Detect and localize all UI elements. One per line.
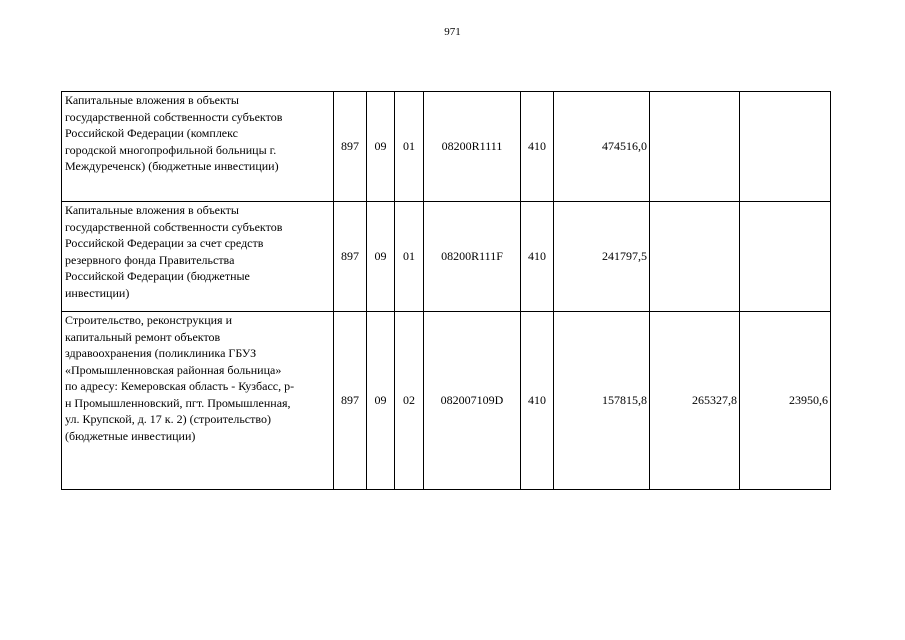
row-description: Капитальные вложения в объекты государственной собственности субъектов Российской Федерации за счет средств резервного фонда Правительства Российской Федерации (бюджетные инвестиции) — [62, 202, 334, 312]
subsection-code: 01 — [395, 92, 424, 202]
amount-3: 23950,6 — [740, 312, 831, 490]
budget-table — [61, 91, 831, 490]
table-row — [62, 92, 831, 202]
table-row — [62, 312, 831, 490]
ministry-code: 897 — [334, 312, 367, 490]
target-article-code: 08200R1111 — [424, 92, 521, 202]
row-description: Капитальные вложения в объекты государственной собственности субъектов Российской Федерации (комплекс городской многопрофильной больницы г. Междуреченск) (бюджетные инвестиции) — [62, 92, 334, 202]
section-code: 09 — [367, 92, 395, 202]
row-description: Строительство, реконструкция и капитальный ремонт объектов здравоохранения (поликлиника ГБУЗ «Промышленновская районная больница» по адресу: Кемеровская область - Кузбасс, р- н Промышленновский, пгт. Промышленная, ул. Крупской, д. 17 к. 2) (строительство) (бюджетные инвестиции) — [62, 312, 334, 490]
expense-type-code: 410 — [521, 202, 554, 312]
section-code: 09 — [367, 202, 395, 312]
amount-1: 474516,0 — [554, 92, 650, 202]
amount-1: 157815,8 — [554, 312, 650, 490]
table-row — [62, 202, 831, 312]
target-article-code: 082007109D — [424, 312, 521, 490]
amount-2: 265327,8 — [650, 312, 740, 490]
section-code: 09 — [367, 312, 395, 490]
page-number: 971 — [444, 26, 461, 38]
amount-3 — [740, 92, 831, 202]
ministry-code: 897 — [334, 92, 367, 202]
subsection-code: 02 — [395, 312, 424, 490]
amount-1: 241797,5 — [554, 202, 650, 312]
expense-type-code: 410 — [521, 312, 554, 490]
target-article-code: 08200R111F — [424, 202, 521, 312]
subsection-code: 01 — [395, 202, 424, 312]
amount-3 — [740, 202, 831, 312]
expense-type-code: 410 — [521, 92, 554, 202]
ministry-code: 897 — [334, 202, 367, 312]
amount-2 — [650, 92, 740, 202]
amount-2 — [650, 202, 740, 312]
